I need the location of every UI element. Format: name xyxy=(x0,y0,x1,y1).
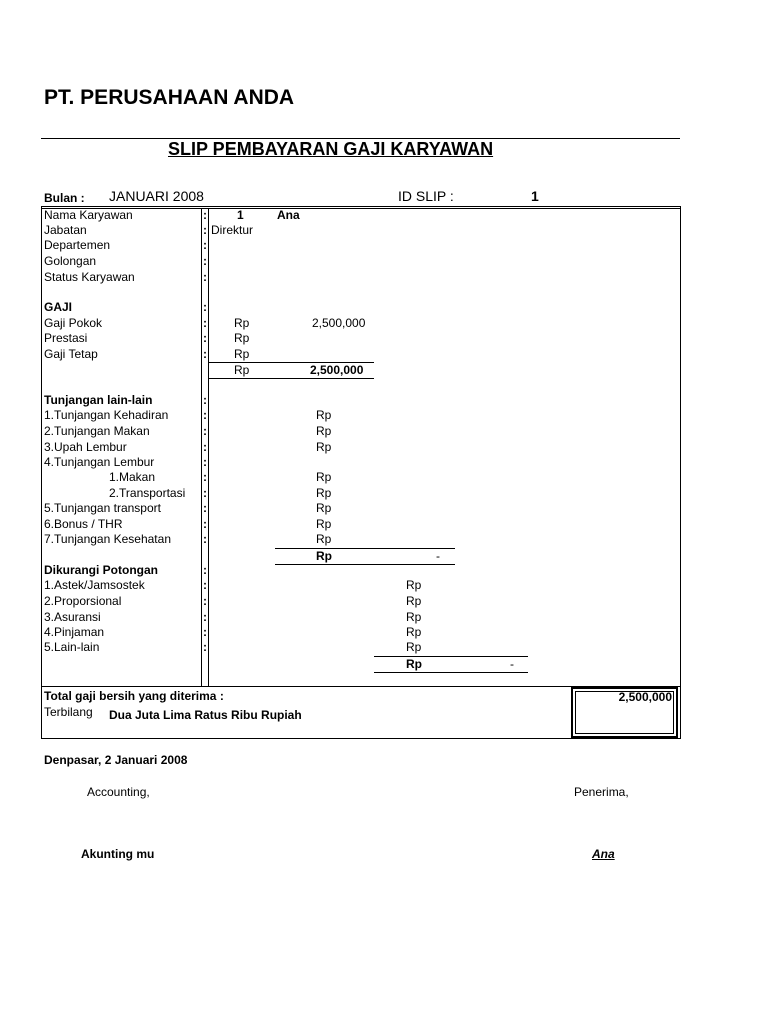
place-date: Denpasar, 2 Januari 2008 xyxy=(44,753,188,767)
label-employee-name: Nama Karyawan xyxy=(44,208,133,222)
signature-left-title: Accounting, xyxy=(87,785,150,799)
label-department: Departemen xyxy=(44,238,111,252)
label-status: Status Karyawan xyxy=(44,270,135,284)
deduction-item: 4.Pinjaman xyxy=(44,625,105,639)
deductions-subtotal: - xyxy=(510,657,514,671)
total-label: Total gaji bersih yang diterima : xyxy=(44,689,224,703)
allowance-item: 3.Upah Lembur xyxy=(44,440,127,454)
slip-id-value: 1 xyxy=(531,188,539,204)
label-fixed-salary: Gaji Tetap xyxy=(44,347,98,361)
label-position: Jabatan xyxy=(44,223,87,237)
deduction-item: 3.Asuransi xyxy=(44,610,101,624)
salary-subtotal: 2,500,000 xyxy=(310,363,364,377)
total-in-words: Dua Juta Lima Ratus Ribu Rupiah xyxy=(109,708,302,722)
box-bottom xyxy=(41,738,681,739)
box-top xyxy=(41,206,681,207)
signature-left-name: Akunting mu xyxy=(81,847,155,861)
allowance-item: 2.Tunjangan Makan xyxy=(44,424,150,438)
employee-name: Ana xyxy=(277,208,300,222)
company-name: PT. PERUSAHAAN ANDA xyxy=(44,86,295,109)
words-label: Terbilang xyxy=(44,705,93,719)
employee-position: Direktur xyxy=(211,223,254,237)
label-base-salary: Gaji Pokok xyxy=(44,316,103,330)
salary-heading: GAJI xyxy=(44,300,73,314)
total-value: 2,500,000 xyxy=(618,690,672,704)
box-left xyxy=(41,206,42,739)
deductions-heading: Dikurangi Potongan xyxy=(44,563,158,577)
signature-right-name: Ana xyxy=(592,847,615,861)
allowances-subtotal: - xyxy=(436,549,440,563)
employee-number: 1 xyxy=(237,208,244,222)
allowance-item: 7.Tunjangan Kesehatan xyxy=(44,532,171,546)
allowances-subtotal-line xyxy=(275,548,455,549)
slip-id-label: ID SLIP : xyxy=(398,188,454,204)
label-performance: Prestasi xyxy=(44,331,88,345)
signature-right-title: Penerima, xyxy=(574,785,629,799)
allowance-item: 4.Tunjangan Lembur xyxy=(44,455,155,469)
allowance-item: 6.Bonus / THR xyxy=(44,517,123,531)
label-grade: Golongan xyxy=(44,254,97,268)
allowance-item: 1.Tunjangan Kehadiran xyxy=(44,408,169,422)
period-label: Bulan : xyxy=(44,191,85,205)
allowances-heading: Tunjangan lain-lain xyxy=(44,393,153,407)
box-right xyxy=(680,206,681,739)
deduction-item: 5.Lain-lain xyxy=(44,640,100,654)
deductions-subtotal-line xyxy=(374,656,528,657)
colon-column xyxy=(201,208,202,686)
payslip-page: PT. PERUSAHAAN ANDA SLIP PEMBAYARAN GAJI KARYAWAN Bulan : JANUARI 2008 ID SLIP : 1 Nama Karyawan : 1 Ana Jabatan : Direktur Departemen : Golongan : Status Karyawan : GAJI : Gaji Pokok : Rp 2,500,000 Prestasi : Rp Gaji Tetap : Rp Rp 2,500,000 Tunjangan lain-lain : 1.Tunjangan Kehadiran : Rp 2.Tunjangan Makan : Rp 3.Upah Lembur : Rp 4.Tunjangan Lembur : 1.Makan : Rp 2.Transportasi : Rp 5.Tunjangan transport : Rp 6.Bonus / THR : Rp 7.Tunjangan Kesehatan : Rp Rp - Dikurangi Potongan : 1.Astek/Jamsostek : Rp 2.Proporsional : Rp 3.Asuransi : Rp 4.Pinjaman : Rp 5.Lain-lain : Rp Rp - Total gaji bersih yang diterima : Terbilang Dua Juta Lima Ratus Ribu Rupiah 2,500,000 Denpasar, 2 Januari 2008 Accounting, Penerima, Akunting mu Ana xyxy=(0,0,768,1024)
period-value: JANUARI 2008 xyxy=(109,188,204,204)
deduction-item: 2.Proporsional xyxy=(44,594,122,608)
slip-title: SLIP PEMBAYARAN GAJI KARYAWAN xyxy=(168,139,494,159)
allowance-subitem: 2.Transportasi xyxy=(109,486,186,500)
allowance-subitem: 1.Makan xyxy=(109,470,156,484)
base-salary-value: 2,500,000 xyxy=(312,316,366,330)
deduction-item: 1.Astek/Jamsostek xyxy=(44,578,145,592)
allowance-item: 5.Tunjangan transport xyxy=(44,501,161,515)
